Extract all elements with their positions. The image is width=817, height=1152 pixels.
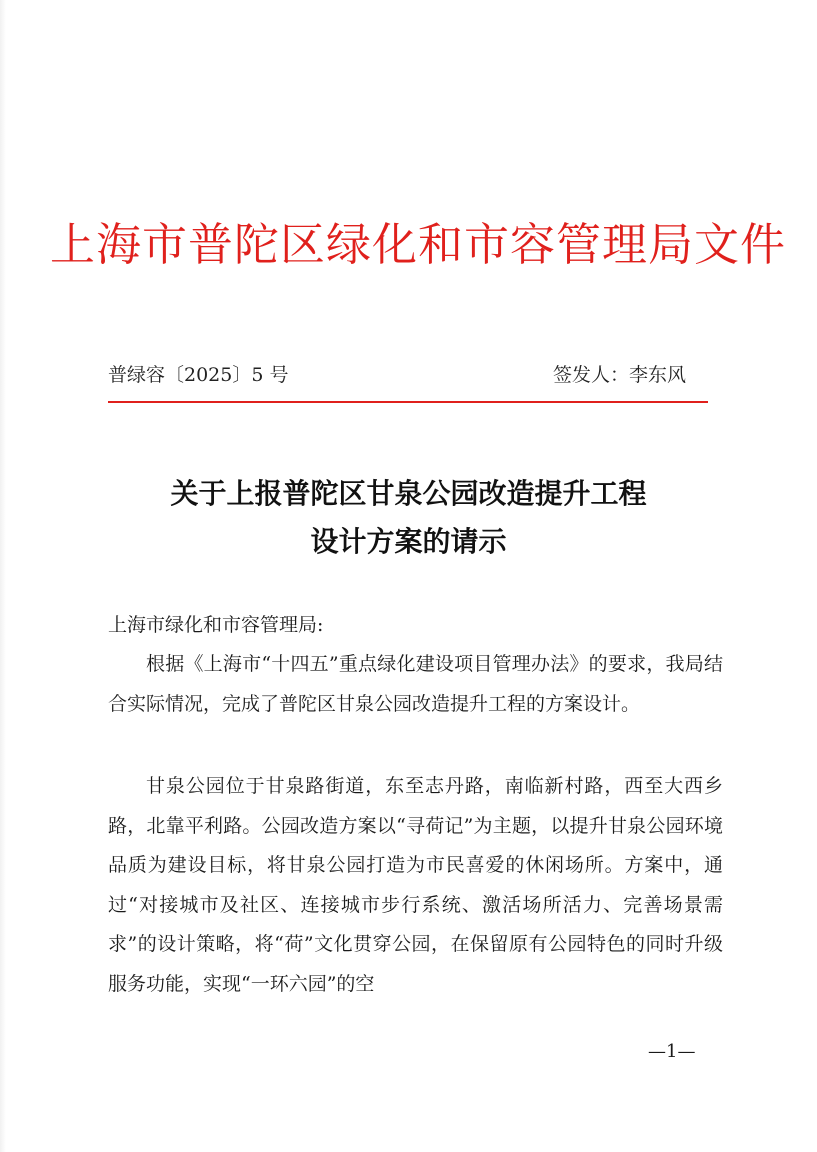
- agency-header-title: 上海市普陀区绿化和市容管理局文件: [50, 218, 787, 271]
- scan-edge-shadow: [0, 0, 6, 1152]
- page-number: —1—: [648, 1041, 696, 1062]
- red-divider-line: [108, 401, 708, 403]
- document-title-line-1: 关于上报普陀区甘泉公园改造提升工程: [170, 477, 647, 510]
- addressee: 上海市绿化和市容管理局:: [108, 614, 324, 636]
- document-number: 普绿容〔2025〕5 号: [108, 364, 289, 386]
- signer: 签发人：李东风: [552, 364, 686, 386]
- document-title-line-2: 设计方案的请示: [310, 525, 507, 558]
- document-meta-row: [108, 360, 708, 390]
- document-title: [100, 470, 717, 566]
- body-paragraph-1: 根据《上海市“十四五”重点绿化建设项目管理办法》的要求，我局结合实际情况，完成了普陀区甘泉公园改造提升工程的方案设计。: [108, 653, 723, 715]
- body-paragraph-2: 甘泉公园位于甘泉路街道，东至志丹路，南临新村路，西至大西乡路，北靠平利路。公园改造方案以“寻荷记”为主题，以提升甘泉公园环境品质为建设目标，将甘泉公园打造为市民喜爱的休闲场所。方案中，通过“对接城市及社区、连接城市步行系统、激活场所活力、完善场景需求”的设计策略，将“荷”文化贯穿公园，在保留原有公园特色的同时升级服务功能，实现“一环六园”的空: [108, 775, 723, 995]
